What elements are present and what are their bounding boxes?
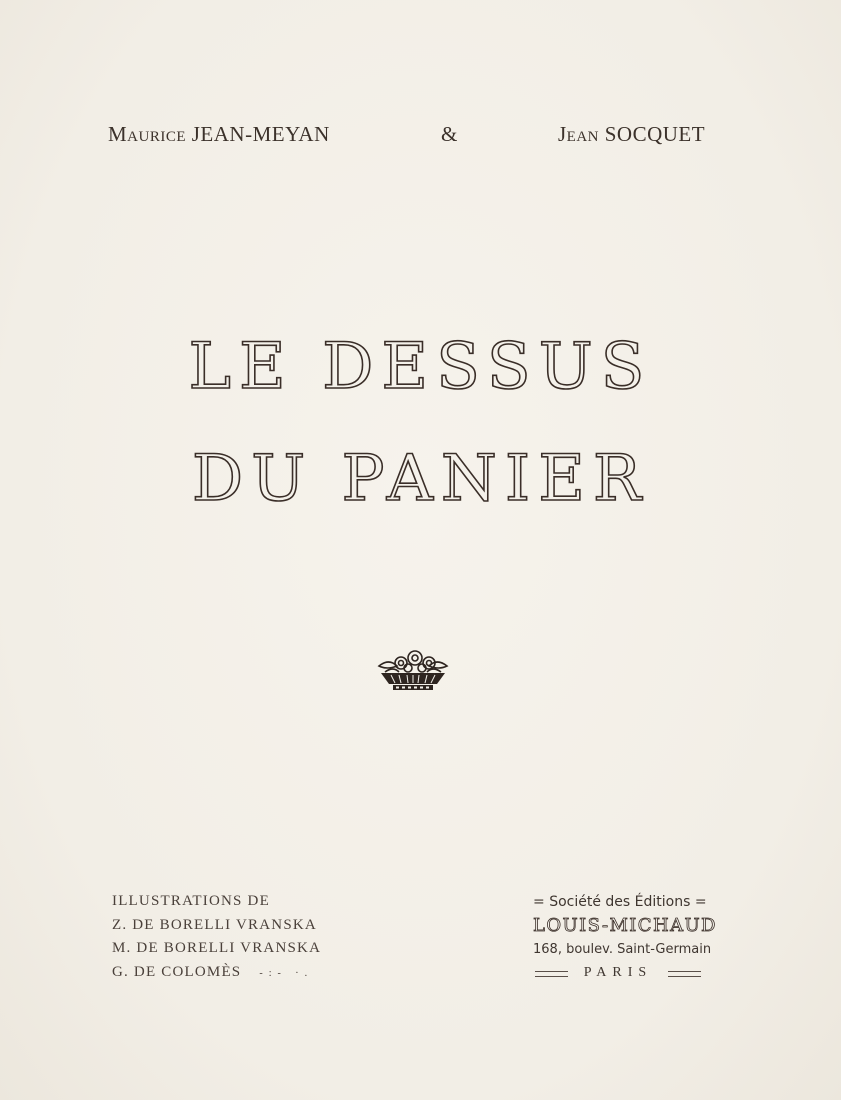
book-title-line-1: LE DESSUS bbox=[188, 330, 653, 404]
decorative-marks: -:- ·. bbox=[259, 967, 314, 979]
author-left: Maurice JEAN-MEYAN bbox=[108, 122, 330, 146]
authors-line bbox=[0, 118, 841, 150]
publisher-address: 168, boulev. Saint-Germain bbox=[533, 942, 712, 957]
illustrations-heading: ILLUSTRATIONS DE bbox=[112, 893, 270, 909]
author-right: Jean SOCQUET bbox=[558, 122, 706, 146]
illustrator-2: M. DE BORELLI VRANSKA bbox=[112, 940, 322, 956]
society-rule-right: = bbox=[694, 894, 707, 910]
double-rule-right bbox=[668, 971, 701, 977]
illustrator-1: Z. DE BORELLI VRANSKA bbox=[112, 916, 317, 933]
society-rule-left: = bbox=[533, 894, 545, 910]
illustrations-credits bbox=[112, 890, 321, 985]
book-title-line-2: DU PANIER bbox=[191, 442, 650, 516]
publisher-society-label: Société des Éditions bbox=[549, 894, 691, 910]
publisher-city: PARIS bbox=[583, 965, 653, 980]
publisher-block bbox=[533, 890, 717, 985]
double-rule-left bbox=[535, 971, 568, 977]
flower-basket-icon bbox=[371, 644, 455, 694]
illustrator-3: G. DE COLOMÈS bbox=[112, 963, 242, 980]
publisher-society bbox=[533, 890, 707, 914]
publisher-name: LOUIS-MICHAUD bbox=[533, 915, 717, 936]
author-separator: & bbox=[441, 122, 458, 146]
publisher-city-row bbox=[533, 961, 703, 985]
